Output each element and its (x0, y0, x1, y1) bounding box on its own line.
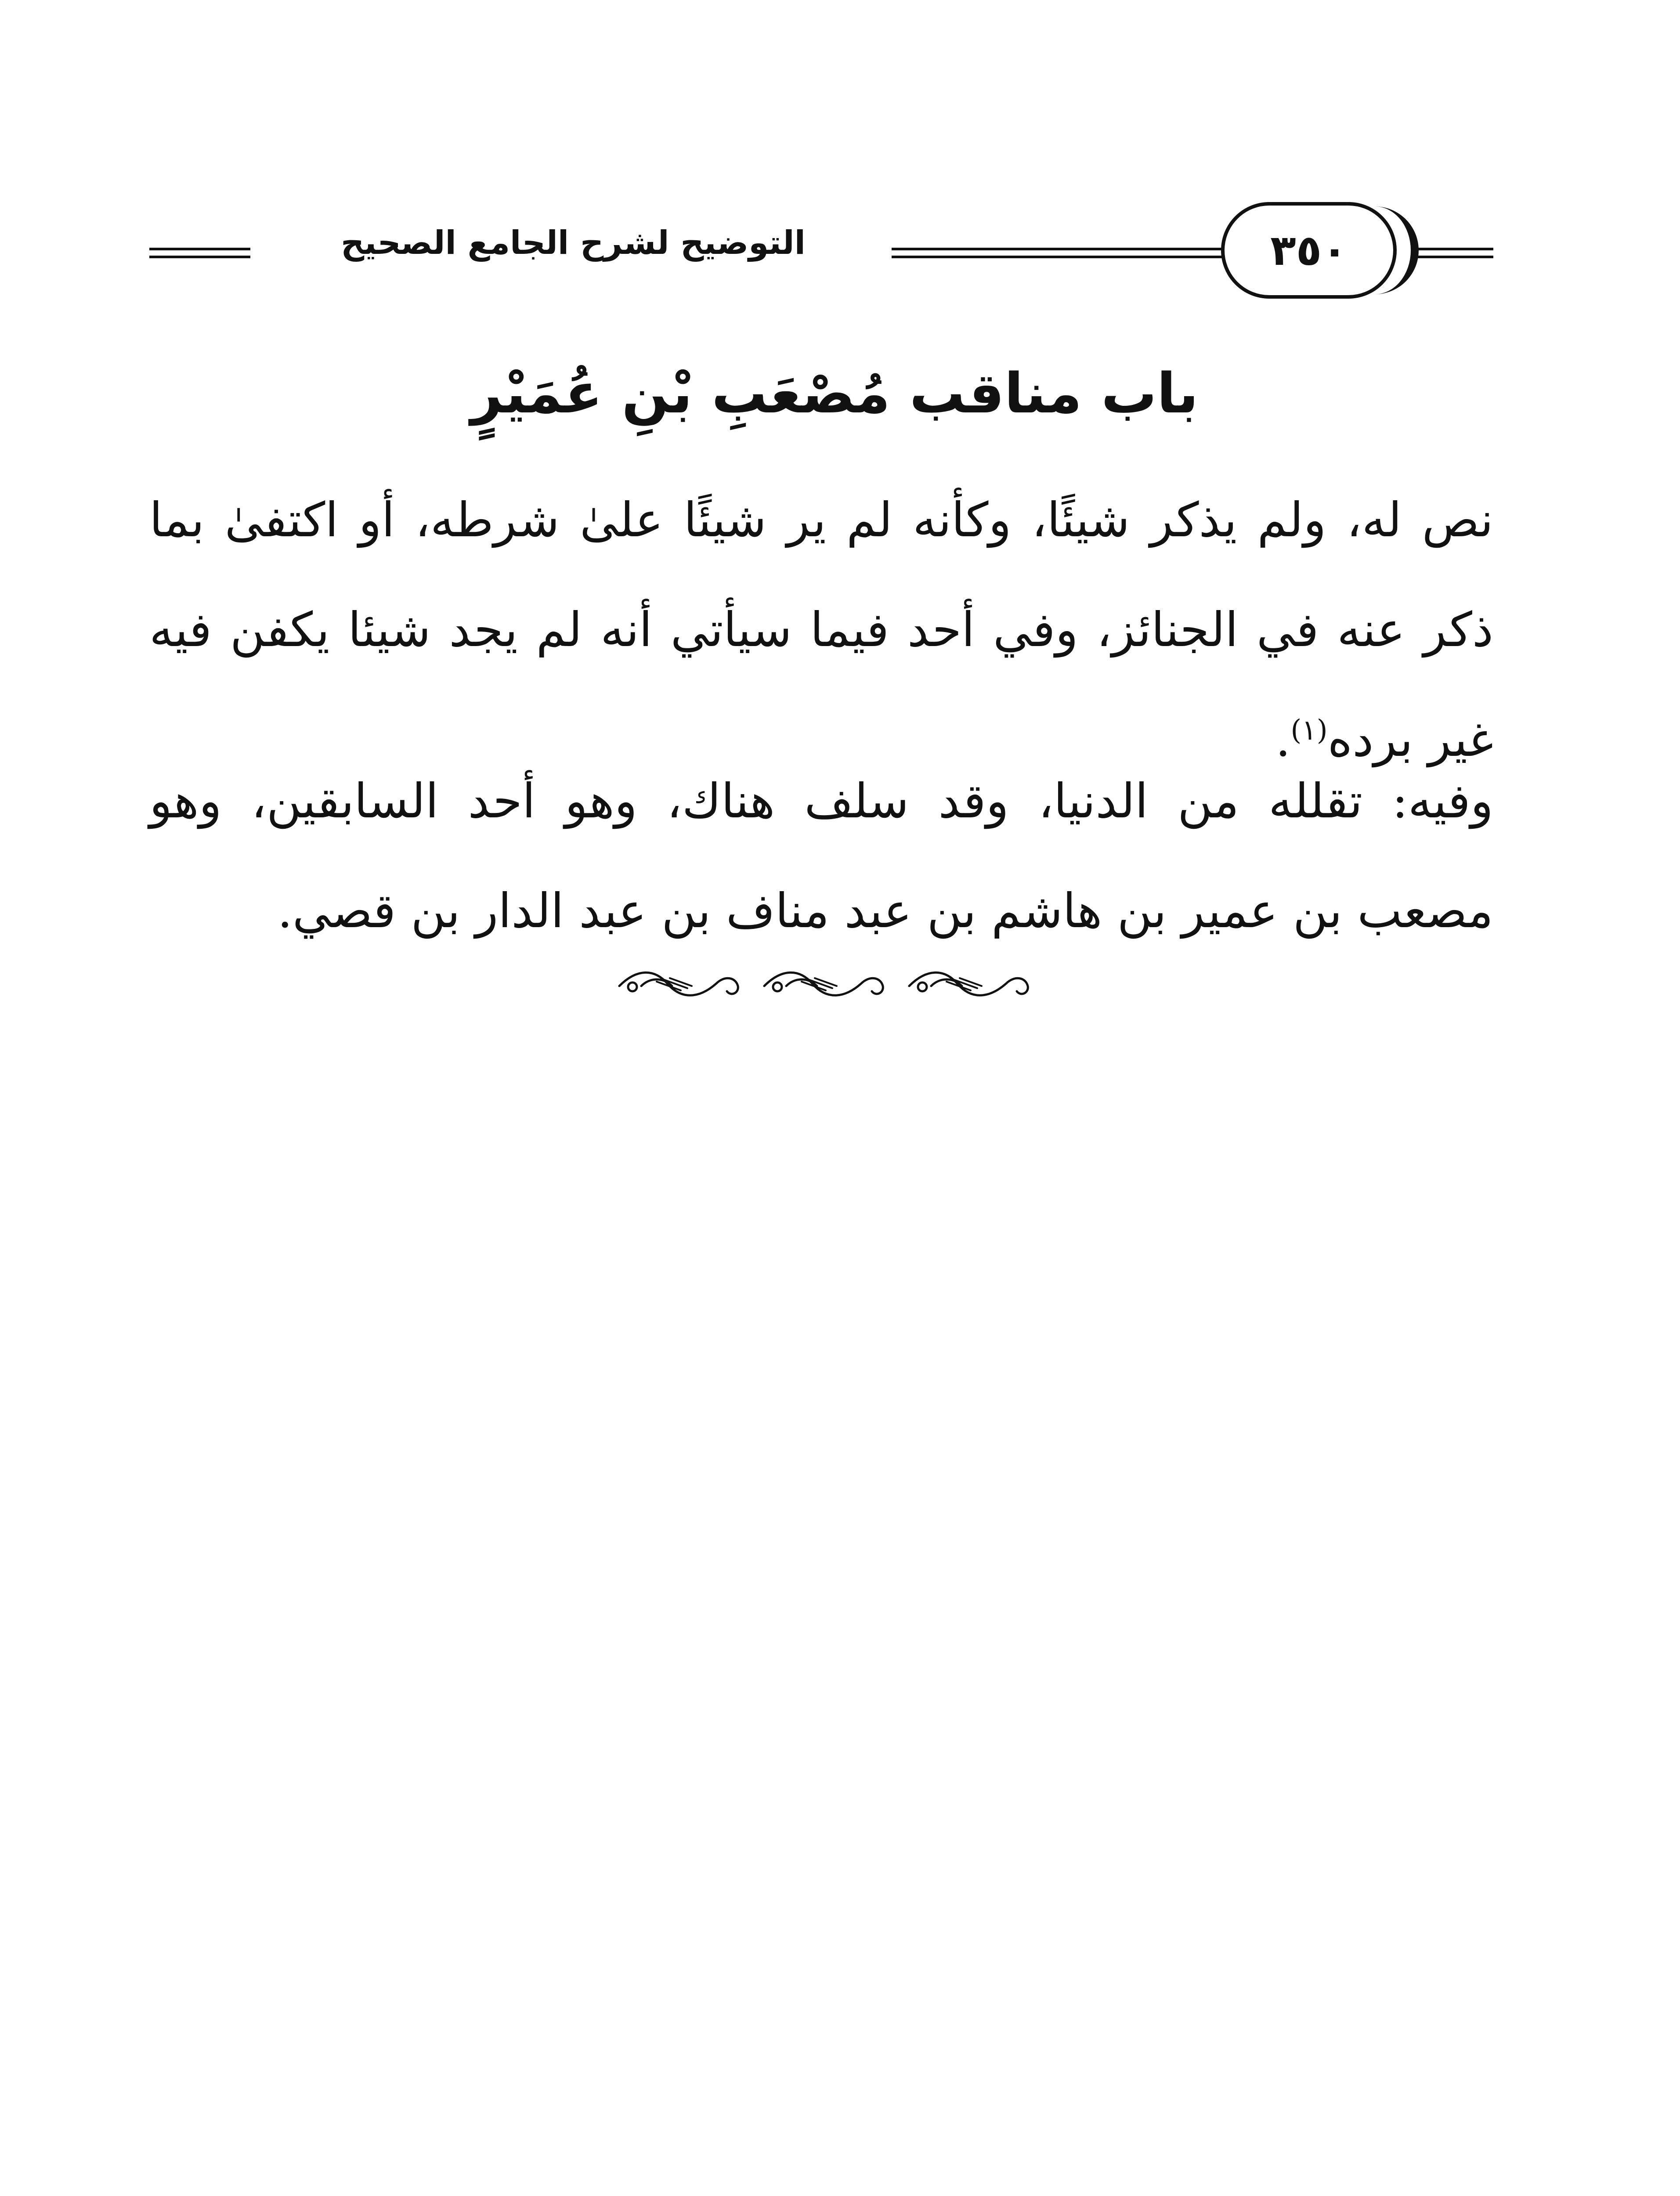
page-number: ٣٥٠ (1270, 226, 1348, 275)
chapter-title: باب مناقب مُصْعَبِ بْنِ عُمَيْرٍ (470, 361, 1199, 426)
page-number-badge-cap (1362, 206, 1419, 294)
footnote-reference[interactable]: (١) (1290, 714, 1328, 747)
paragraph-1-text: نص له، ولم يذكر شيئًا، وكأنه لم ير شيئًا علىٰ شرطه، أو اكتفىٰ بما ذكر عنه في الجنائز، وفي أحد فيما سيأتي أنه لم يجد شيئا يكفن فيه غير برده (149, 493, 1493, 767)
paragraph-1-tail: . (1275, 712, 1291, 767)
section-end-ornament-icon (606, 960, 1045, 1008)
header-rule-middle (892, 248, 1225, 258)
paragraph-2: وفيه: تقلله من الدنيا، وقد سلف هناك، وهو أحد السابقين، وهو مصعب بن عمير بن هاشم بن عبد مناف بن عبد الدار بن قصي. (149, 774, 1493, 939)
page-header (149, 202, 1493, 316)
paragraph-1 (149, 466, 1493, 795)
header-rule-left (149, 248, 250, 258)
header-rule-right (1414, 248, 1493, 258)
running-title: التوضيح لشرح الجامع الصحيح (340, 224, 806, 262)
